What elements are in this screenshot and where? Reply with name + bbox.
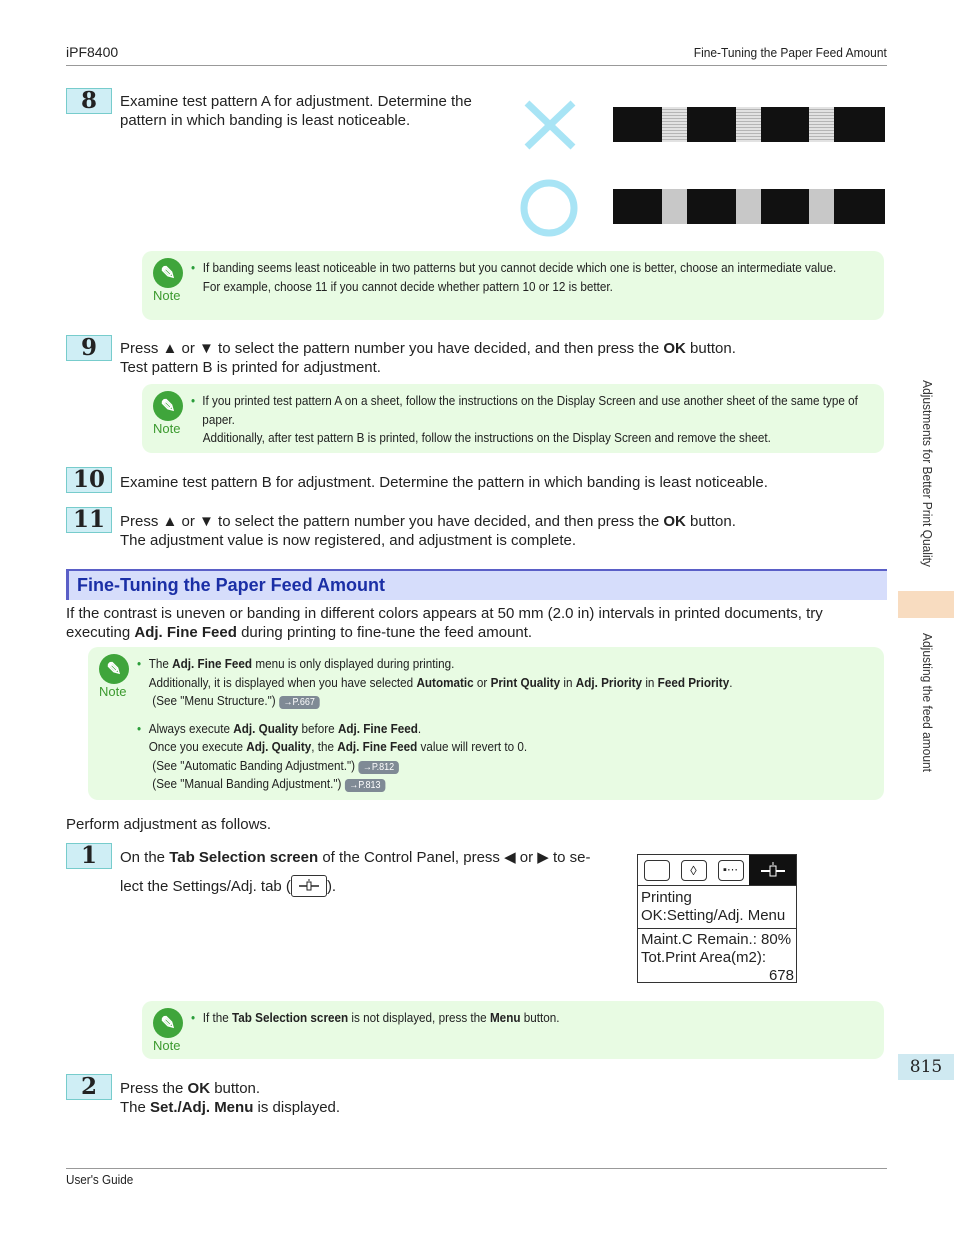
step-text [120, 848, 630, 867]
bullet-icon: • [137, 720, 142, 736]
step-text-part: Test pattern B is printed for adjustment. [120, 359, 381, 376]
page-link[interactable]: →P.813 [345, 779, 385, 792]
t: OK [187, 1080, 211, 1097]
step-text: Examine test pattern A for adjustment. Determine the pattern in which banding is least noticeable. [120, 93, 472, 129]
t: of the Control Panel, press ◀ or ▶ to se- [318, 849, 591, 866]
see-text: (See "Manual Banding Adjustment.") [152, 776, 342, 791]
control-panel-display [637, 854, 797, 983]
step-number: 11 [66, 507, 112, 533]
t: Set./Adj. Menu [150, 1099, 254, 1116]
t: Adj. Fine Feed [337, 739, 418, 754]
note-label: Note [99, 684, 127, 699]
header-rule [66, 65, 887, 66]
side-chapter: Adjustments for Better Print Quality [920, 380, 935, 567]
paper-tab-icon [638, 855, 675, 885]
t: lect the Settings/Adj. tab ( [120, 878, 291, 895]
lcd-info [638, 929, 796, 985]
note-body [191, 392, 871, 448]
pencil-icon: ✎ [153, 1008, 183, 1038]
note-label: Note [153, 288, 181, 303]
note-body [191, 1009, 871, 1028]
note-label: Note [153, 1038, 181, 1053]
t: button. [520, 1010, 560, 1025]
test-pattern-figure [515, 95, 890, 240]
t: Adj. Fine Feed [172, 656, 253, 671]
step-text-part: Press ▲ or ▼ to select the pattern number you have decided, and then press the [120, 513, 664, 530]
note-text [203, 1009, 560, 1028]
note-text [137, 738, 857, 757]
lcd-line: Maint.C Remain.: 80% [641, 931, 792, 948]
see-reference [137, 692, 857, 711]
bullet-icon: • [191, 260, 196, 275]
t: before [298, 720, 338, 736]
lcd-tab-bar [638, 855, 796, 886]
banded-pattern [613, 107, 885, 142]
note-text: If you printed test pattern A on a sheet, follow the instructions on the Display Screen and use another sheet of the same type of paper. [202, 393, 858, 427]
step-text [120, 512, 890, 550]
t: . [729, 674, 733, 690]
t: , the [311, 739, 338, 754]
intro-bold: Adj. Fine Feed [134, 624, 237, 641]
step-number: 2 [66, 1074, 112, 1100]
see-text: (See "Menu Structure.") [152, 693, 276, 708]
step-text [120, 875, 336, 897]
t: . [417, 720, 422, 736]
step-text: Examine test pattern B for adjustment. Determine the pattern in which banding is least noticeable. [120, 474, 768, 491]
intro-text: If the contrast is uneven or banding in different colors appears at 50 mm (2.0 in) intervals in printed documents, try executing [66, 605, 823, 641]
lcd-line: OK:Setting/Adj. Menu [641, 907, 786, 924]
t: On the [120, 849, 170, 866]
intro-paragraph [66, 604, 888, 642]
header-section: Fine-Tuning the Paper Feed Amount [693, 45, 887, 60]
page-link[interactable]: →P.812 [358, 761, 398, 774]
settings-tab-icon [291, 875, 327, 897]
circle-mark-icon [524, 183, 574, 233]
t: Press the [120, 1080, 188, 1097]
side-topic: Adjusting the feed amount [920, 633, 935, 773]
lcd-line: Printing [641, 889, 692, 906]
t: is displayed. [253, 1099, 341, 1116]
t: in [642, 674, 658, 690]
t: Print Quality [490, 674, 561, 690]
t: menu is only displayed during printing. [252, 656, 455, 671]
t: Adj. Quality [246, 739, 312, 754]
footer-text: User's Guide [66, 1172, 134, 1187]
intro-text: during printing to fine-tune the feed amount. [236, 624, 533, 641]
bullet-icon: • [191, 393, 196, 408]
t: Automatic [416, 674, 474, 690]
step-text-part: The adjustment value is now registered, and adjustment is complete. [120, 532, 577, 549]
t: Tab Selection screen [169, 849, 319, 866]
note-body [137, 655, 857, 794]
t: value will revert to 0. [417, 739, 528, 754]
ok-button-label: OK [663, 513, 686, 530]
note-body [191, 259, 871, 296]
note-text: Additionally, after test pattern B is printed, follow the instructions on the Display Screen and remove the sheet. [202, 430, 771, 445]
pencil-icon: ✎ [153, 391, 183, 421]
note-text [149, 655, 455, 674]
t: Menu [489, 1010, 521, 1025]
t: in [560, 674, 576, 690]
t: Adj. Fine Feed [337, 720, 418, 736]
t: Adj. Quality [233, 720, 299, 736]
step-number: 8 [66, 88, 112, 114]
job-tab-icon: ▪⋯ [712, 855, 749, 885]
see-text: (See "Automatic Banding Adjustment.") [152, 757, 356, 773]
see-reference [137, 757, 857, 776]
t: The [120, 1099, 151, 1116]
t: Feed Priority [657, 674, 730, 690]
pencil-icon: ✎ [153, 258, 183, 288]
t: ). [326, 878, 337, 895]
t: The [148, 656, 173, 671]
note-text: If banding seems least noticeable in two patterns but you cannot decide which one is better, choose an intermediate value. [202, 260, 837, 275]
side-tab-marker [898, 591, 954, 618]
lcd-line: Tot.Print Area(m2): [641, 949, 767, 966]
step-text-part: Press ▲ or ▼ to select the pattern number you have decided, and then press the [120, 340, 664, 357]
t: Adj. Priority [575, 674, 643, 690]
pencil-icon: ✎ [99, 654, 129, 684]
t: button. [210, 1080, 261, 1097]
clean-pattern [613, 189, 885, 224]
step-number: 10 [66, 467, 112, 493]
see-reference [137, 775, 857, 794]
note-text: For example, choose 11 if you cannot decide whether pattern 10 or 12 is better. [202, 278, 613, 294]
step-number: 1 [66, 843, 112, 869]
footer-rule [66, 1168, 887, 1169]
perform-text: Perform adjustment as follows. [66, 816, 272, 833]
bullet-icon: • [191, 1010, 196, 1025]
bullet-icon: • [137, 656, 142, 671]
t: is not displayed, press the [348, 1010, 490, 1025]
ink-tab-icon: ◊ [675, 855, 712, 885]
step-text [120, 339, 890, 377]
cross-mark-icon [527, 103, 573, 147]
note-label: Note [153, 421, 181, 436]
t: Tab Selection screen [231, 1010, 349, 1025]
lcd-line: 678 [768, 967, 794, 984]
note-text [137, 674, 857, 693]
ok-button-label: OK [663, 340, 686, 357]
t: or [473, 674, 491, 690]
header-model: iPF8400 [66, 44, 119, 60]
step-number: 9 [66, 335, 112, 361]
note-text [149, 720, 421, 739]
page-number: 815 [898, 1054, 954, 1080]
t: If the [202, 1010, 232, 1025]
settings-tab-icon [749, 855, 796, 885]
t: Additionally, it is displayed when you have selected [148, 674, 417, 690]
step-text-part: button. [685, 340, 736, 357]
step-text-part: button. [685, 513, 736, 530]
step-text [120, 1079, 340, 1117]
t: Always execute [148, 720, 234, 736]
section-title: Fine-Tuning the Paper Feed Amount [77, 575, 385, 595]
lcd-status [638, 886, 796, 925]
t: Once you execute [148, 739, 247, 754]
page-link[interactable]: →P.667 [279, 696, 319, 709]
